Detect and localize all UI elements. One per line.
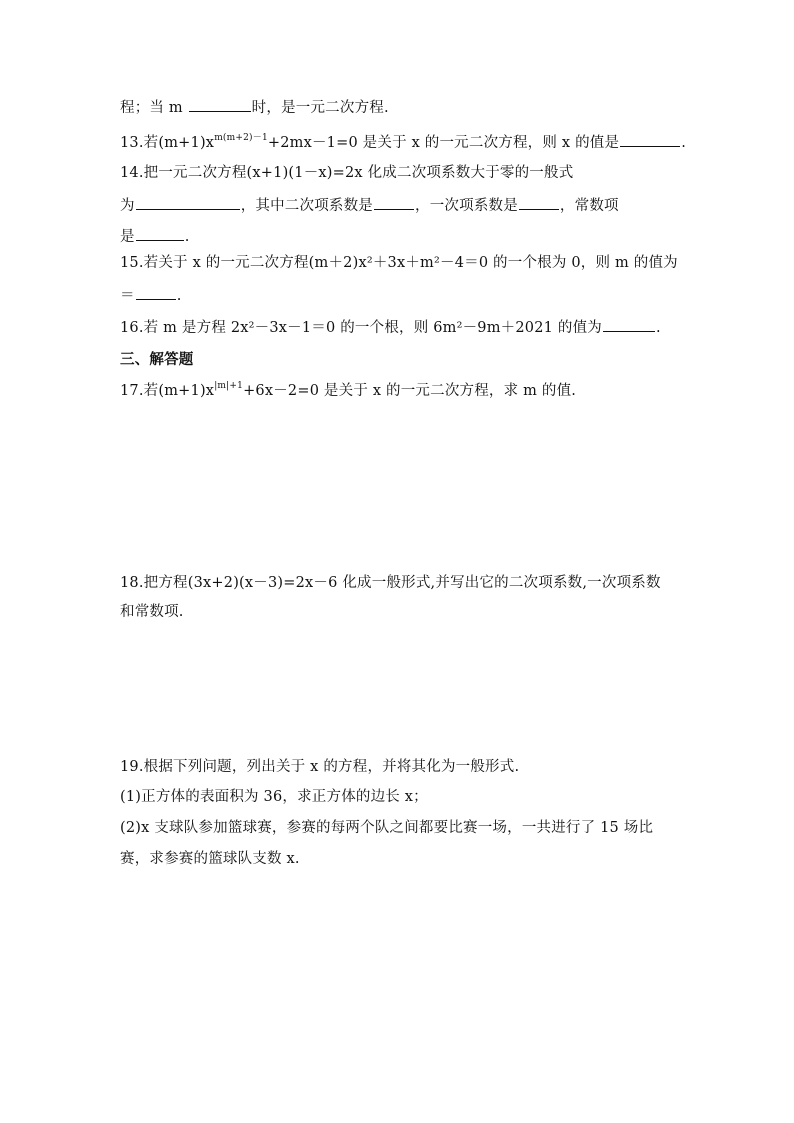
q14-text-line-1: 14.把一元二次方程(x+1)(1－x)=2x 化成二次项系数大于零的一般式 (120, 165, 574, 181)
q13-text-c: . (681, 135, 686, 151)
question-17 (120, 381, 576, 401)
q19-text-line-2: (1)正方体的表面积为 36，求正方体的边长 x； (120, 789, 428, 805)
q13-text-a: 13.若(m+1)x (120, 135, 215, 151)
question-14-line-1 (120, 163, 573, 183)
answer-blank (374, 194, 414, 210)
q14-text-a: 为 (120, 198, 135, 214)
q15-text-b: ＝ (120, 288, 135, 304)
answer-blank (136, 225, 184, 241)
question-14-line-2 (120, 194, 619, 216)
answer-blank (603, 316, 655, 332)
q14-text-e: 是 (120, 229, 135, 245)
answer-blank (189, 96, 251, 112)
question-19-line-3 (120, 818, 653, 838)
q18-text-line-1: 18.把方程(3x+2)(x－3)=2x－6 化成一般形式,并写出它的二次项系数,一次项系数 (120, 575, 661, 591)
q19-text-line-3: (2)x 支球队参加篮球赛，参赛的每两个队之间都要比赛一场，一共进行了 15 场比 (120, 820, 654, 836)
q17-text-a: 17.若(m+1)x (120, 383, 215, 399)
q13-exponent: m(m+2)－1 (214, 133, 268, 144)
q14-text-b: ，其中二次项系数是 (240, 198, 374, 214)
q12-text-a: 程；当 m (120, 100, 188, 116)
q13-text-b: +2mx－1=0 是关于 x 的一元二次方程，则 x 的值是 (267, 135, 620, 151)
question-18-line-1 (120, 573, 661, 593)
question-19-line-4 (120, 849, 300, 869)
answer-blank (136, 194, 240, 210)
answer-blank (136, 284, 176, 300)
question-19-line-2 (120, 787, 428, 807)
q14-text-c: ，一次项系数是 (415, 198, 518, 214)
q14-text-d: ，常数项 (559, 198, 619, 214)
question-12-continuation (120, 96, 389, 118)
q17-text-b: +6x－2=0 是关于 x 的一元二次方程，求 m 的值. (243, 383, 577, 399)
q19-text-line-1: 19.根据下列问题，列出关于 x 的方程，并将其化为一般形式. (120, 759, 520, 775)
answer-blank (519, 194, 559, 210)
q19-text-line-4: 赛，求参赛的篮球队支数 x. (120, 851, 300, 867)
q18-text-line-2: 和常数项. (120, 604, 184, 620)
question-16 (120, 316, 661, 338)
q14-text-f: . (184, 229, 190, 245)
question-19-line-1 (120, 757, 519, 777)
question-18-line-2 (120, 602, 184, 622)
q12-text-b: 时，是一元二次方程. (251, 100, 389, 116)
q15-text-c: . (176, 288, 182, 304)
q16-text-a: 16.若 m 是方程 2x²－3x－1＝0 的一个根，则 6m²－9m＋2021 的值为 (120, 320, 602, 336)
question-15-line-2 (120, 284, 182, 306)
q15-text-a: 15.若关于 x 的一元二次方程(m＋2)x²＋3x＋m²－4＝0 的一个根为 0，则 m 的值为 (120, 255, 678, 271)
answer-blank (620, 131, 680, 147)
q17-exponent: |m|+1 (214, 381, 244, 392)
section-heading: 三、解答题 (120, 352, 194, 368)
question-13 (120, 131, 686, 153)
question-14-line-3 (120, 225, 190, 247)
q16-text-b: . (656, 320, 661, 336)
question-15-line-1 (120, 253, 678, 273)
